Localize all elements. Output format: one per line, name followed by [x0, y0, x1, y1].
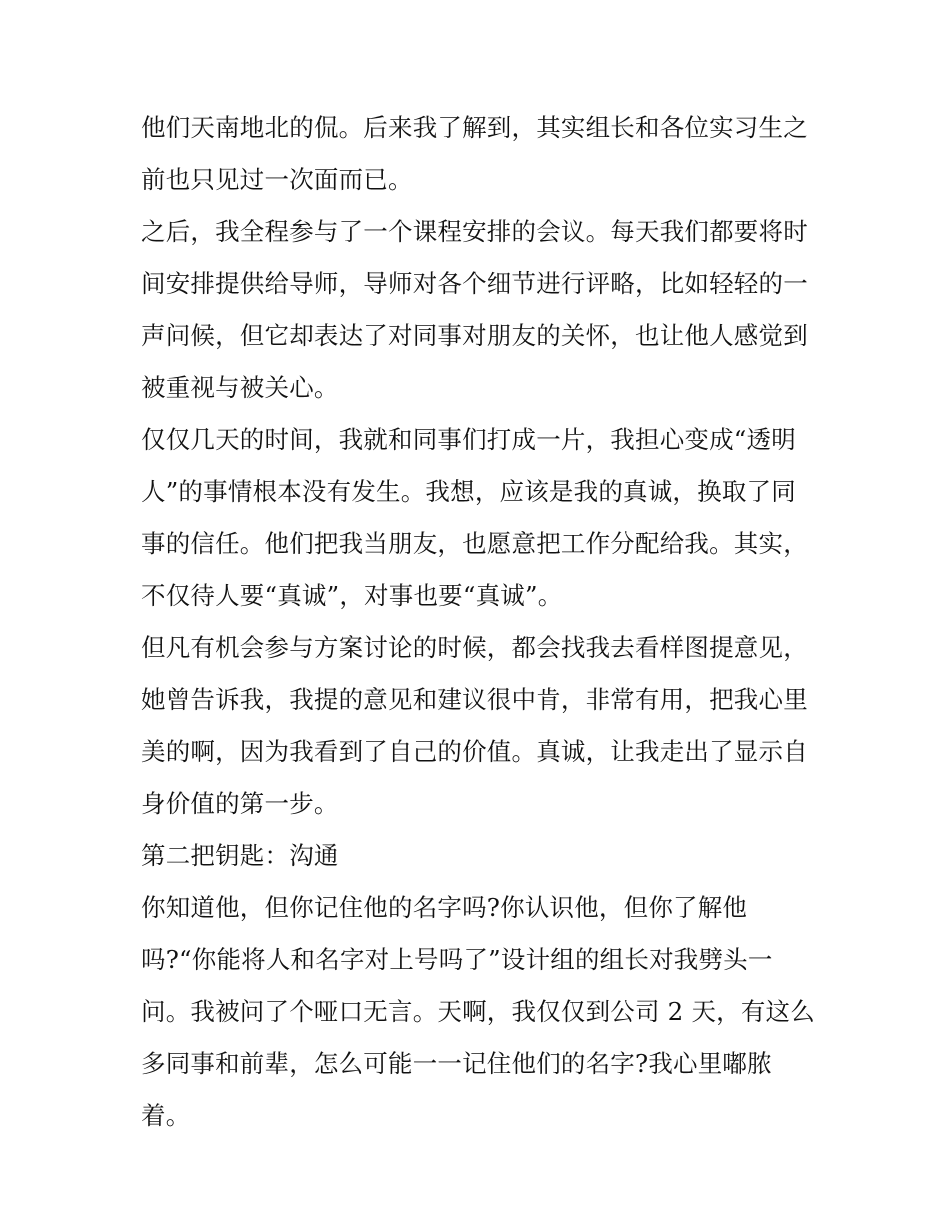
text-line: 仅仅几天的时间，我就和同事们打成一片，我担心变成“透明 — [141, 425, 796, 454]
text-line: 身价值的第一步。 — [141, 789, 339, 818]
text-line: 问。我被问了个哑口无言。天啊，我仅仅到公司 2 天，有这么 — [141, 997, 815, 1026]
text-line: 但凡有机会参与方案讨论的时候，都会找我去看样图提意见， — [141, 633, 808, 662]
text-line: 事的信任。他们把我当朋友，也愿意把工作分配给我。其实， — [141, 529, 808, 558]
text-line: 他们天南地北的侃。后来我了解到，其实组长和各位实习生之 — [141, 113, 808, 142]
text-line: 不仅待人要“真诚”，对事也要“真诚”。 — [141, 581, 563, 610]
section-heading: 第二把钥匙：沟通 — [141, 841, 339, 870]
text-line: 你知道他，但你记住他的名字吗?你认识他，但你了解他 — [141, 893, 748, 922]
text-line: 美的啊，因为我看到了自己的价值。真诚，让我走出了显示自 — [141, 737, 808, 766]
text-line: 被重视与被关心。 — [141, 373, 339, 402]
text-line: 她曾告诉我，我提的意见和建议很中肯，非常有用，把我心里 — [141, 685, 808, 714]
text-line: 前也只见过一次面而已。 — [141, 165, 413, 194]
text-line: 之后，我全程参与了一个课程安排的会议。每天我们都要将时 — [141, 217, 808, 246]
text-line: 多同事和前辈，怎么可能一一记住他们的名字?我心里嘟脓 — [141, 1049, 772, 1078]
text-line: 间安排提供给导师，导师对各个细节进行评略，比如轻轻的一 — [141, 269, 808, 298]
text-line: 着。 — [141, 1101, 191, 1130]
text-line: 人”的事情根本没有发生。我想，应该是我的真诚，换取了同 — [141, 477, 796, 506]
text-line: 吗?“你能将人和名字对上号吗了”设计组的组长对我劈头一 — [141, 945, 773, 974]
text-line: 声问候，但它却表达了对同事对朋友的关怀，也让他人感觉到 — [141, 321, 808, 350]
